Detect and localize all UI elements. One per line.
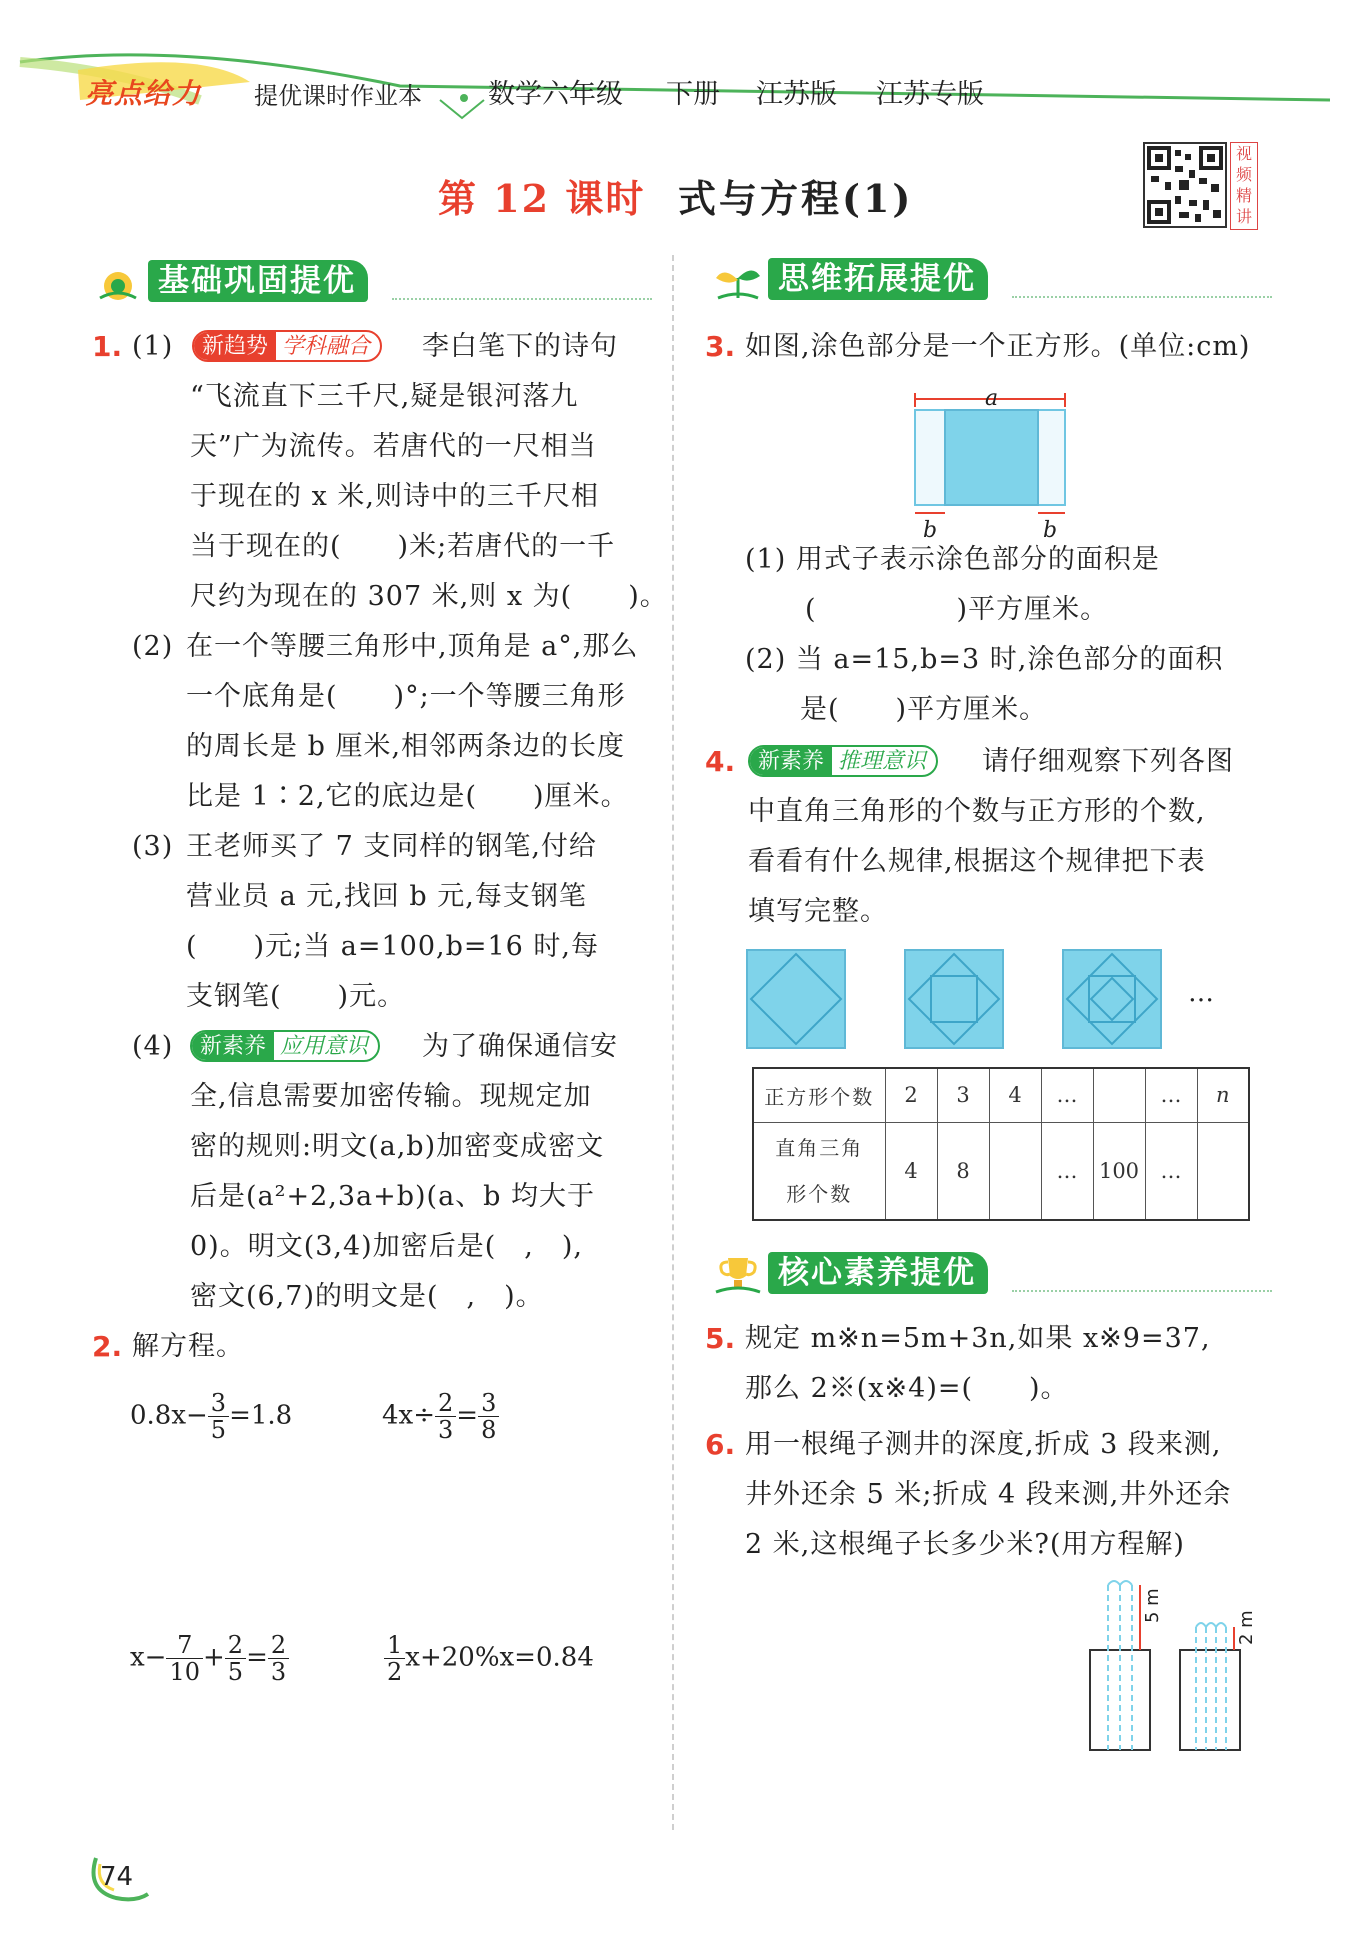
q1-number: 1. bbox=[92, 330, 123, 363]
eq3-rhs-denominator: 3 bbox=[270, 1658, 287, 1686]
equation-4 bbox=[384, 1632, 594, 1685]
q3-prompt: 如图,涂色部分是一个正方形。(单位:cm) bbox=[745, 331, 1251, 362]
q3-part2: (2) 当 a=15,b=3 时,涂色部分的面积 bbox=[745, 644, 1224, 675]
pattern-figure-3 bbox=[1063, 950, 1161, 1048]
pattern-figure-1 bbox=[747, 950, 845, 1048]
page-header bbox=[0, 0, 1350, 130]
table-cell: … bbox=[1041, 1068, 1093, 1122]
q5-line: 规定 m※n=5m+3n,如果 x※9=37, bbox=[745, 1323, 1211, 1354]
eq3-plus: + bbox=[203, 1642, 225, 1673]
q4-tag-literacy: 新素养 bbox=[750, 747, 832, 777]
eq3-numerator: 7 bbox=[166, 1632, 203, 1659]
q3-part1-blank: ( )平方厘米。 bbox=[805, 594, 1109, 625]
brand-title: 亮点给力 bbox=[85, 77, 202, 110]
table-cell[interactable]: 8 bbox=[937, 1122, 989, 1220]
q1-part3-label: (3) bbox=[132, 831, 174, 862]
table-cell[interactable]: 3 bbox=[937, 1068, 989, 1122]
q5-number: 5. bbox=[705, 1322, 736, 1355]
q4-tag-reasoning: 推理意识 bbox=[838, 749, 927, 774]
q1-part2-line: 在一个等腰三角形中,顶角是 a°,那么 bbox=[186, 631, 639, 662]
table-cell[interactable]: 4 bbox=[989, 1068, 1041, 1122]
qr-label: 视频精讲 bbox=[1230, 142, 1258, 230]
table-row bbox=[753, 1122, 1249, 1220]
q3-number: 3. bbox=[705, 330, 736, 363]
table-head-triangles-line2: 形个数 bbox=[786, 1181, 853, 1206]
q1-tag bbox=[192, 330, 382, 362]
eq3-denominator: 10 bbox=[169, 1658, 200, 1686]
q6-well-figure bbox=[1080, 1575, 1260, 1760]
section-core-title: 核心素养提优 bbox=[768, 1252, 988, 1294]
header-dot-icon bbox=[460, 94, 468, 102]
q1-part2-line: 一个底角是( )°;一个等腰三角形 bbox=[186, 681, 626, 712]
q1-part4-line: 全,信息需要加密传输。现规定加 bbox=[190, 1081, 592, 1112]
eq3-equals: = bbox=[246, 1642, 268, 1673]
gear-flower-icon bbox=[92, 258, 144, 304]
q6-line: 2 米,这根绳子长多少米?(用方程解) bbox=[745, 1529, 1185, 1560]
eq2-rhs-denominator: 8 bbox=[481, 1416, 497, 1444]
table-cell[interactable]: 4 bbox=[885, 1122, 937, 1220]
eq2-equals: = bbox=[456, 1400, 479, 1431]
header-volume: 下册 bbox=[666, 79, 720, 110]
section-basic-header bbox=[92, 258, 652, 304]
table-cell[interactable]: 2 bbox=[885, 1068, 937, 1122]
pattern-figure-2 bbox=[905, 950, 1003, 1048]
q1-part1-line: 当于现在的( )米;若唐代的一千 bbox=[190, 531, 616, 562]
table-row bbox=[753, 1068, 1249, 1122]
q1-part4-line: 后是(a²+2,3a+b)(a、b 均大于 bbox=[190, 1181, 596, 1212]
q1-part1-line: 于现在的 x 米,则诗中的三千尺相 bbox=[190, 481, 599, 512]
eq4-right: x+20%x=0.84 bbox=[405, 1642, 594, 1673]
q1-tag-application: 应用意识 bbox=[280, 1034, 369, 1059]
q1-part4-line: 0)。明文(3,4)加密后是( , ), bbox=[190, 1231, 583, 1262]
q4-prompt-line: 看看有什么规律,根据这个规律把下表 bbox=[748, 846, 1206, 877]
q4-ellipsis: … bbox=[1188, 978, 1214, 1008]
q1-part1-label: (1) bbox=[132, 331, 174, 362]
table-cell[interactable]: n bbox=[1197, 1068, 1249, 1122]
q4-prompt-line: 中直角三角形的个数与正方形的个数, bbox=[748, 796, 1206, 827]
trophy-icon bbox=[712, 1250, 764, 1296]
q1-part1-line: 天”广为流传。若唐代的一尺相当 bbox=[190, 431, 597, 462]
q6-number: 6. bbox=[705, 1428, 736, 1461]
table-head-squares: 正方形个数 bbox=[753, 1068, 885, 1122]
q4-prompt-line: 填写完整。 bbox=[748, 896, 888, 927]
eq1-denominator: 5 bbox=[210, 1416, 227, 1444]
q1-part2-line: 比是 1∶2,它的底边是( )厘米。 bbox=[186, 781, 629, 812]
q1-part3-line: 支钢笔( )元。 bbox=[186, 981, 406, 1012]
eq1-numerator: 3 bbox=[208, 1390, 229, 1417]
series-title: 提优课时作业本 bbox=[254, 82, 422, 110]
q1-part4-line: 密文(6,7)的明文是( , )。 bbox=[190, 1281, 544, 1312]
table-cell: … bbox=[1145, 1068, 1197, 1122]
q1-part4-tag bbox=[190, 1030, 380, 1062]
q5-line: 那么 2※(x※4)=( )。 bbox=[745, 1373, 1069, 1404]
q1-part2-line: 的周长是 b 厘米,相邻两条边的长度 bbox=[186, 731, 626, 762]
q6-label-5m: 5 m bbox=[1142, 1588, 1163, 1623]
q1-part1-line: “飞流直下三千尺,疑是银河落九 bbox=[190, 381, 579, 412]
q1-part3-line: 营业员 a 元,找回 b 元,每支钢笔 bbox=[186, 881, 587, 912]
q1-part1-line: 李白笔下的诗句 bbox=[422, 331, 618, 362]
q4-number: 4. bbox=[705, 745, 736, 778]
q1-part4-label: (4) bbox=[132, 1031, 174, 1062]
q1-part3-line: ( )元;当 a=100,b=16 时,每 bbox=[186, 931, 600, 962]
q6-line: 用一根绳子测井的深度,折成 3 段来测, bbox=[745, 1429, 1222, 1460]
eq2-left: 4x÷ bbox=[382, 1400, 435, 1431]
table-head-triangles-line1: 直角三角 bbox=[775, 1135, 864, 1160]
table-cell: … bbox=[1041, 1122, 1093, 1220]
eq4-numerator: 1 bbox=[384, 1632, 405, 1659]
q4-pattern-figures bbox=[745, 948, 1235, 1052]
equation-3 bbox=[130, 1632, 289, 1685]
eq2-rhs-numerator: 3 bbox=[478, 1390, 499, 1417]
table-cell[interactable] bbox=[1197, 1122, 1249, 1220]
q3-label-b-right: b bbox=[1043, 518, 1058, 543]
q1-tag-literacy: 新素养 bbox=[192, 1032, 274, 1062]
q1-part2-label: (2) bbox=[132, 631, 174, 662]
page-number: 74 bbox=[100, 1862, 134, 1892]
table-cell: … bbox=[1145, 1122, 1197, 1220]
column-divider bbox=[672, 255, 674, 1830]
q1-part1-line: 尺约为现在的 307 米,则 x 为( )。 bbox=[190, 581, 668, 612]
section-thinking-rule bbox=[1012, 296, 1272, 298]
section-thinking-header bbox=[712, 256, 1272, 302]
q1-part4-line: 密的规则:明文(a,b)加密变成密文 bbox=[190, 1131, 605, 1162]
eq1-left: 0.8x− bbox=[130, 1400, 208, 1431]
q4-tag bbox=[748, 745, 938, 777]
equation-1 bbox=[130, 1390, 292, 1443]
eq4-denominator: 2 bbox=[387, 1658, 403, 1686]
q3-figure bbox=[905, 385, 1085, 545]
table-cell[interactable] bbox=[1093, 1068, 1145, 1122]
q3-label-a: a bbox=[985, 386, 999, 411]
q6-label-2m: 2 m bbox=[1236, 1610, 1257, 1645]
eq1-right: =1.8 bbox=[229, 1400, 293, 1431]
q6-line: 井外还余 5 米;折成 4 段来测,井外还余 bbox=[745, 1479, 1232, 1510]
eq3-numerator-2: 2 bbox=[225, 1632, 246, 1659]
eq3-left: x− bbox=[130, 1642, 167, 1673]
header-grade: 数学六年级 bbox=[488, 79, 623, 110]
q3-part2-blank: 是( )平方厘米。 bbox=[800, 694, 1048, 725]
eq3-denominator-2: 5 bbox=[227, 1658, 244, 1686]
section-basic-rule bbox=[392, 298, 652, 300]
q2-number: 2. bbox=[92, 1330, 123, 1363]
q4-pattern-table bbox=[752, 1067, 1250, 1221]
q1-part3-line: 王老师买了 7 支同样的钢笔,付给 bbox=[186, 831, 597, 862]
q1-tag-subject: 学科融合 bbox=[282, 334, 371, 359]
section-core-header bbox=[712, 1250, 1272, 1296]
equation-2 bbox=[382, 1390, 499, 1443]
eq3-rhs-numerator: 2 bbox=[268, 1632, 289, 1659]
q1-tag-trend: 新趋势 bbox=[194, 332, 276, 362]
lesson-topic: 式与方程(1) bbox=[678, 176, 914, 221]
sprout-icon bbox=[712, 256, 764, 302]
eq2-numerator: 2 bbox=[435, 1390, 456, 1417]
q1-part4-line: 为了确保通信安 bbox=[422, 1031, 618, 1062]
section-core-rule bbox=[1012, 1290, 1272, 1292]
q3-part1: (1) 用式子表示涂色部分的面积是 bbox=[745, 544, 1160, 575]
eq2-denominator: 3 bbox=[438, 1416, 454, 1444]
table-cell[interactable] bbox=[989, 1122, 1041, 1220]
q2-instruction: 解方程。 bbox=[132, 1331, 244, 1362]
section-basic-title: 基础巩固提优 bbox=[148, 260, 368, 302]
qr-code-icon[interactable] bbox=[1143, 142, 1227, 228]
header-province: 江苏专版 bbox=[876, 79, 984, 110]
q4-prompt-line: 请仔细观察下列各图 bbox=[982, 746, 1234, 777]
header-edition: 江苏版 bbox=[756, 79, 837, 110]
q3-label-b-left: b bbox=[923, 518, 938, 543]
table-cell[interactable]: 100 bbox=[1093, 1122, 1145, 1220]
table-head-triangles bbox=[753, 1122, 885, 1220]
section-thinking-title: 思维拓展提优 bbox=[768, 258, 988, 300]
lesson-number: 第 12 课时 bbox=[438, 176, 646, 221]
